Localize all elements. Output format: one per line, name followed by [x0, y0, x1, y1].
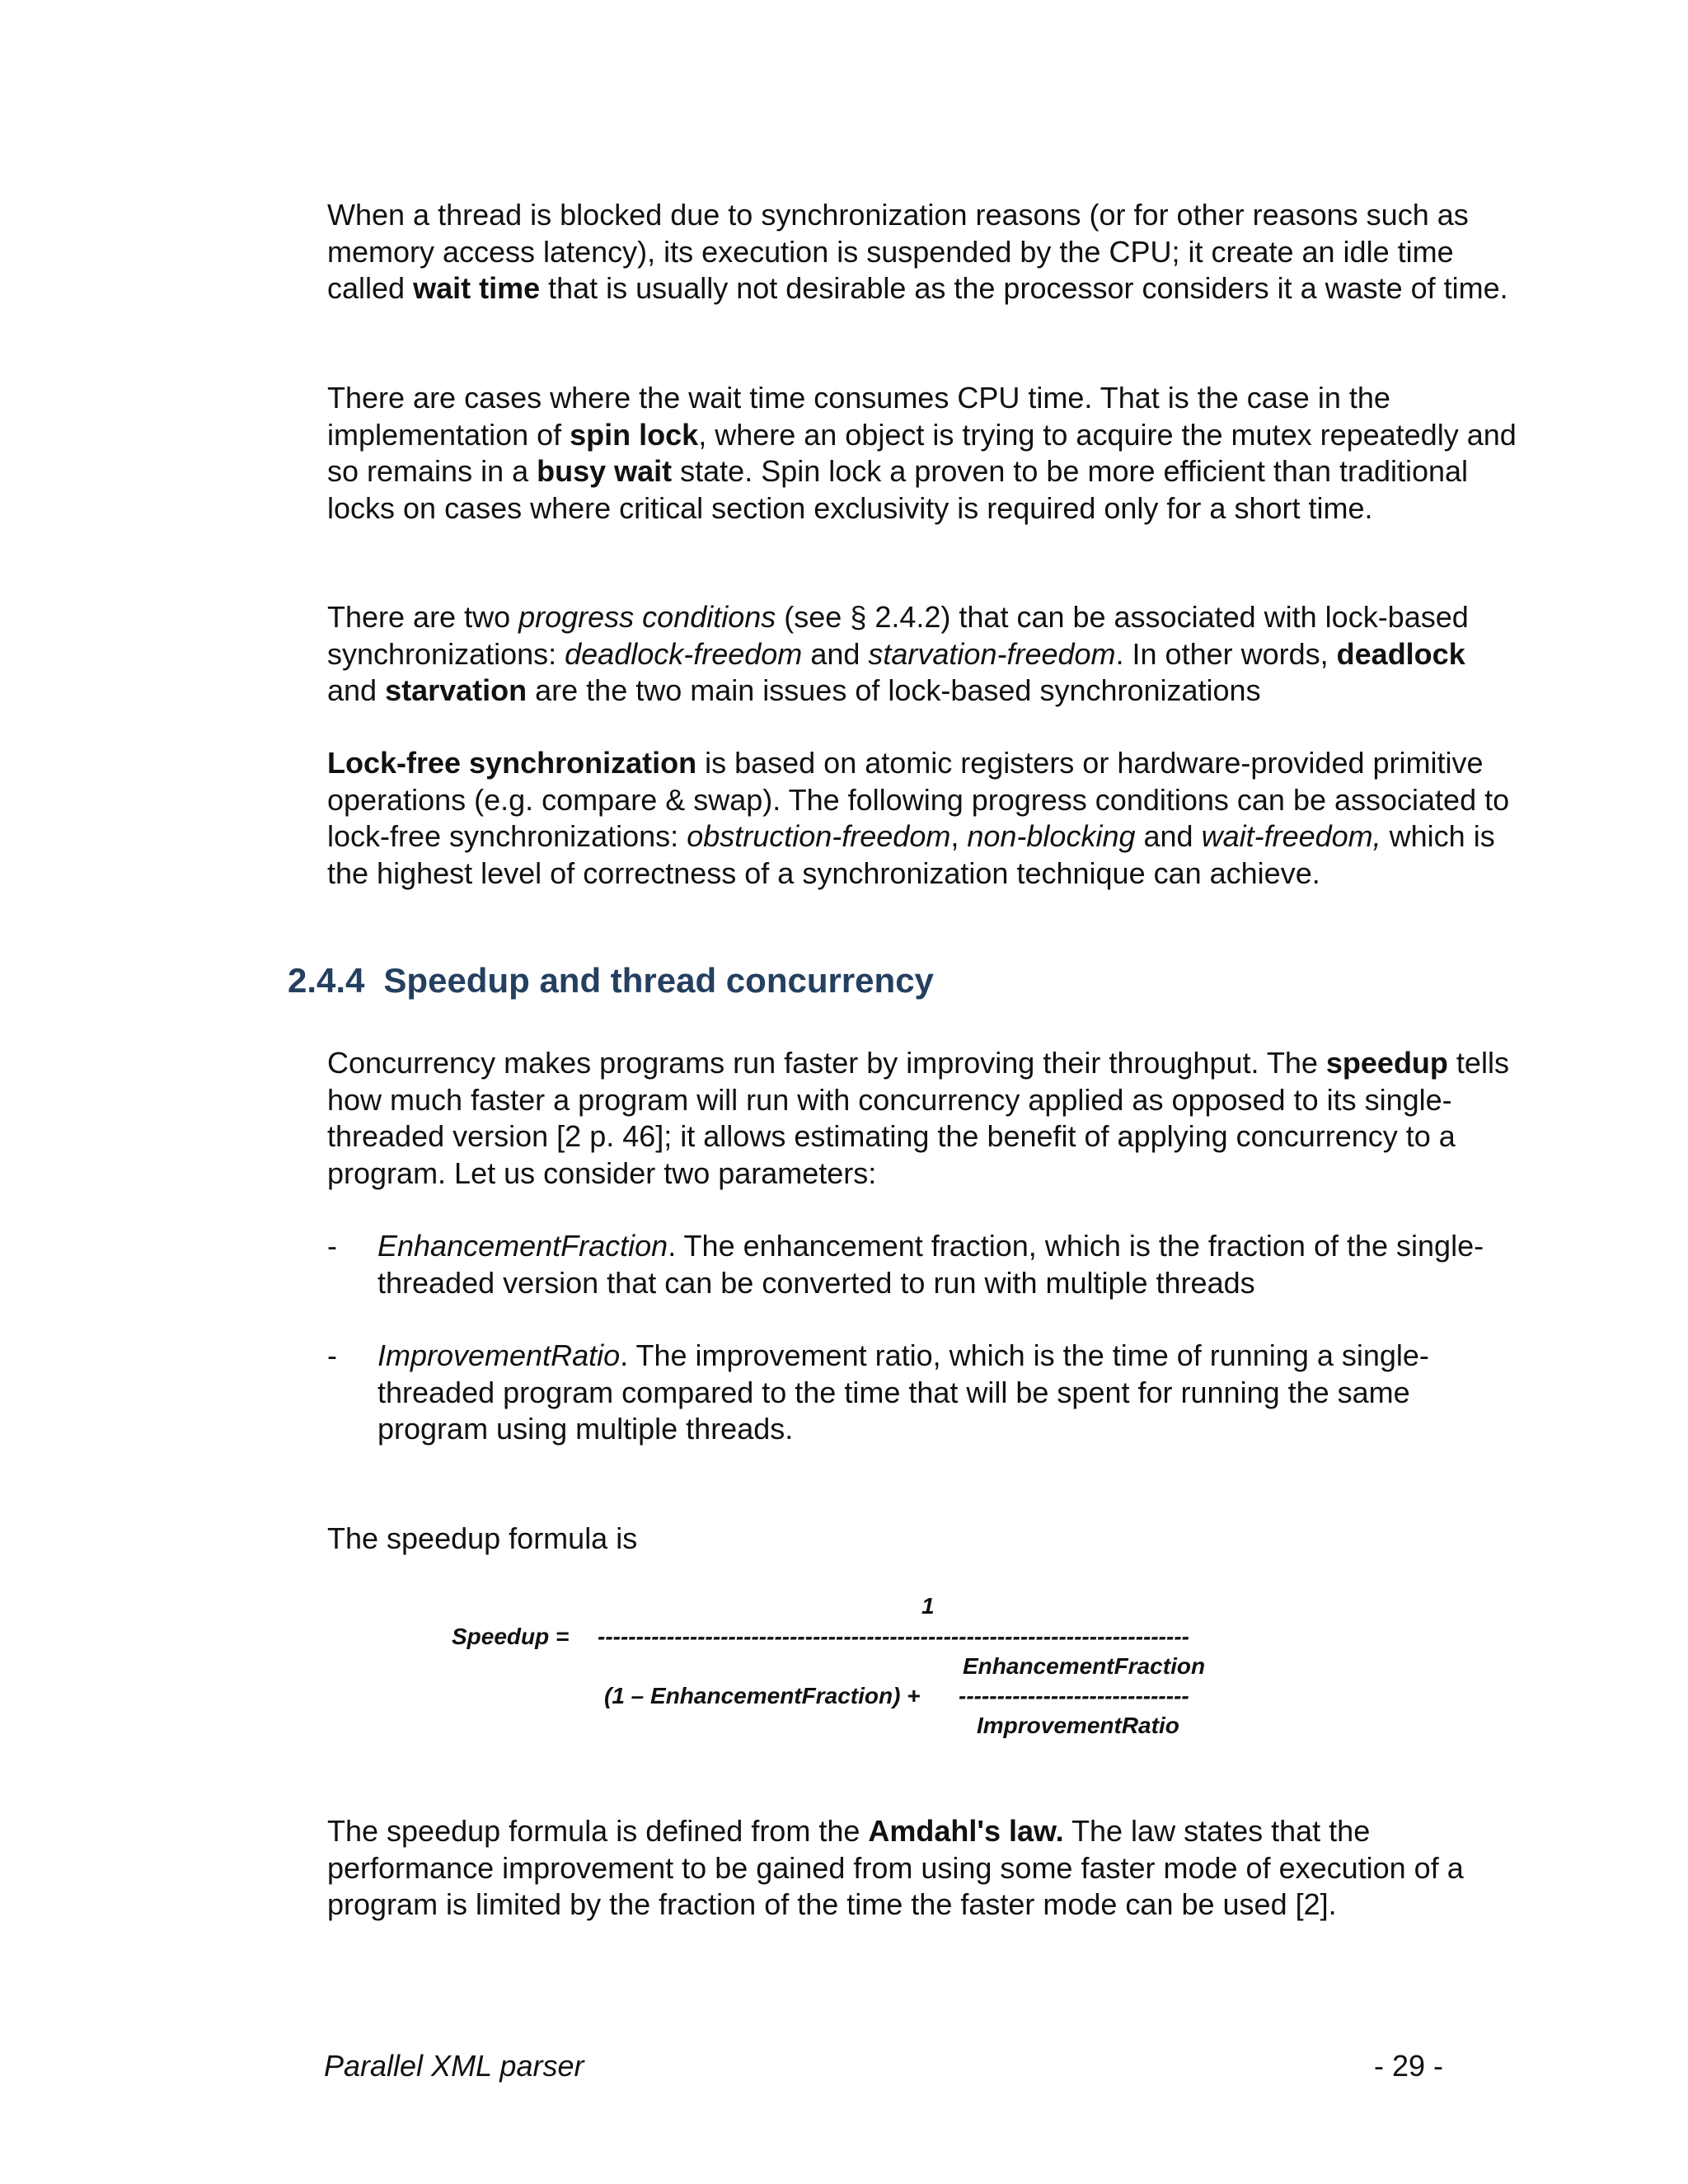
term-deadlock: deadlock [1336, 636, 1465, 671]
formula-numerator: 1 [921, 1593, 935, 1619]
formula-inner-denominator: ImprovementRatio [977, 1713, 1179, 1738]
text-run: Concurrency makes programs run faster by improving their throughput. The [327, 1046, 1326, 1080]
paragraph-progress-conditions [327, 599, 1518, 710]
term-amdahls-law: Amdahl's law. [868, 1814, 1064, 1848]
term-obstruction-freedom: obstruction-freedom [687, 819, 951, 853]
text-run: There are two [327, 600, 519, 634]
bullet-text [377, 1228, 1518, 1301]
term-starvation: starvation [385, 673, 528, 707]
term-improvement-ratio: ImprovementRatio [377, 1338, 621, 1372]
term-deadlock-freedom: deadlock-freedom [565, 636, 803, 671]
paragraph-amdahl [327, 1813, 1518, 1924]
text-run: . In other words, [1115, 636, 1337, 671]
term-progress-conditions: progress conditions [518, 600, 776, 634]
text-run: (see § 2.4.2) that can be associated with lock-based synchronizations: [327, 600, 1469, 671]
text-run: and [802, 636, 869, 671]
text-run: , where an object is trying to acquire the mutex repeatedly and so remains in a [327, 417, 1517, 488]
bullet-text [377, 1338, 1518, 1448]
formula-intro: The speedup formula is [327, 1521, 638, 1555]
text-run: state. Spin lock a proven to be more efficient than traditional locks on cases where critical section exclusivity is required only for a short time. [327, 454, 1469, 525]
page-number: - 29 - [1374, 2049, 1444, 2083]
section-heading [288, 956, 934, 1005]
bullet-dash: - [327, 1229, 337, 1263]
term-lock-free-synchronization: Lock-free synchronization [327, 746, 697, 780]
formula-inner-fraction-line: ------------------------------ [959, 1683, 1189, 1708]
term-spin-lock: spin lock [570, 417, 699, 452]
term-starvation-freedom: starvation-freedom [868, 636, 1116, 671]
term-speedup: speedup [1325, 1046, 1448, 1080]
formula-main-fraction-line: ----------------------------------------------------------------------------- [598, 1624, 1189, 1649]
list-item-improvement-ratio [327, 1338, 1518, 1448]
section-number: 2.4.4 [288, 961, 365, 1000]
section-title: Speedup and thread concurrency [383, 961, 934, 1000]
term-non-blocking: non-blocking [967, 819, 1136, 853]
list-item-enhancement-fraction [327, 1228, 1518, 1301]
text-run: are the two main issues of lock-based synchronizations [527, 673, 1261, 707]
term-enhancement-fraction: EnhancementFraction [377, 1229, 668, 1263]
term-wait-time: wait time [413, 271, 541, 305]
text-run: , [950, 819, 968, 853]
text-run: that is usually not desirable as the processor considers it a waste of time. [540, 271, 1508, 305]
text-run: When a thread is blocked due to synchronization reasons (or for other reasons such as memory access latency), its execution is suspended by the CPU; it create an idle time called [327, 198, 1469, 305]
text-run: The speedup formula is defined from the [327, 1814, 869, 1848]
text-run: and [1135, 819, 1202, 853]
formula-inner-numerator: EnhancementFraction [963, 1653, 1206, 1679]
text-run: . The improvement ratio, which is the time of running a single-threaded program compared to the time that will be spent for running the same program using multiple threads. [377, 1338, 1429, 1446]
text-run: There are cases where the wait time consumes CPU time. That is the case in the implementation of [327, 381, 1390, 452]
text-run: is based on atomic registers or hardware-provided primitive operations (e.g. compare & swap). The following progress conditions can be associated to lock-free synchronizations: [327, 746, 1510, 853]
bullet-dash: - [327, 1338, 337, 1372]
text-run: and [327, 673, 386, 707]
formula-lhs: Speedup = [452, 1624, 570, 1649]
footer-title: Parallel XML parser [324, 2049, 584, 2083]
formula-denominator-left: (1 – EnhancementFraction) + [604, 1683, 921, 1708]
term-busy-wait: busy wait [537, 454, 673, 488]
paragraph-spin-lock [327, 380, 1518, 527]
text-run: which is the highest level of correctness of a synchronization technique can achieve. [327, 819, 1495, 890]
text-run: . The enhancement fraction, which is the fraction of the single-threaded version that can be converted to run with multiple threads [377, 1229, 1484, 1300]
paragraph-lock-free [327, 745, 1518, 892]
term-wait-freedom: wait-freedom, [1201, 819, 1381, 853]
text-run: tells how much faster a program will run with concurrency applied as opposed to its single-threaded version [2 p. 46]; it allows estimating the benefit of applying concurrency to a program. Let us consider two parameters: [327, 1046, 1509, 1190]
text-run: The law states that the performance improvement to be gained from using some faster mode of execution of a program is limited by the fraction of the time the faster mode can be used [2]. [327, 1814, 1464, 1921]
paragraph-speedup-intro [327, 1045, 1518, 1192]
paragraph-wait-time [327, 197, 1518, 307]
